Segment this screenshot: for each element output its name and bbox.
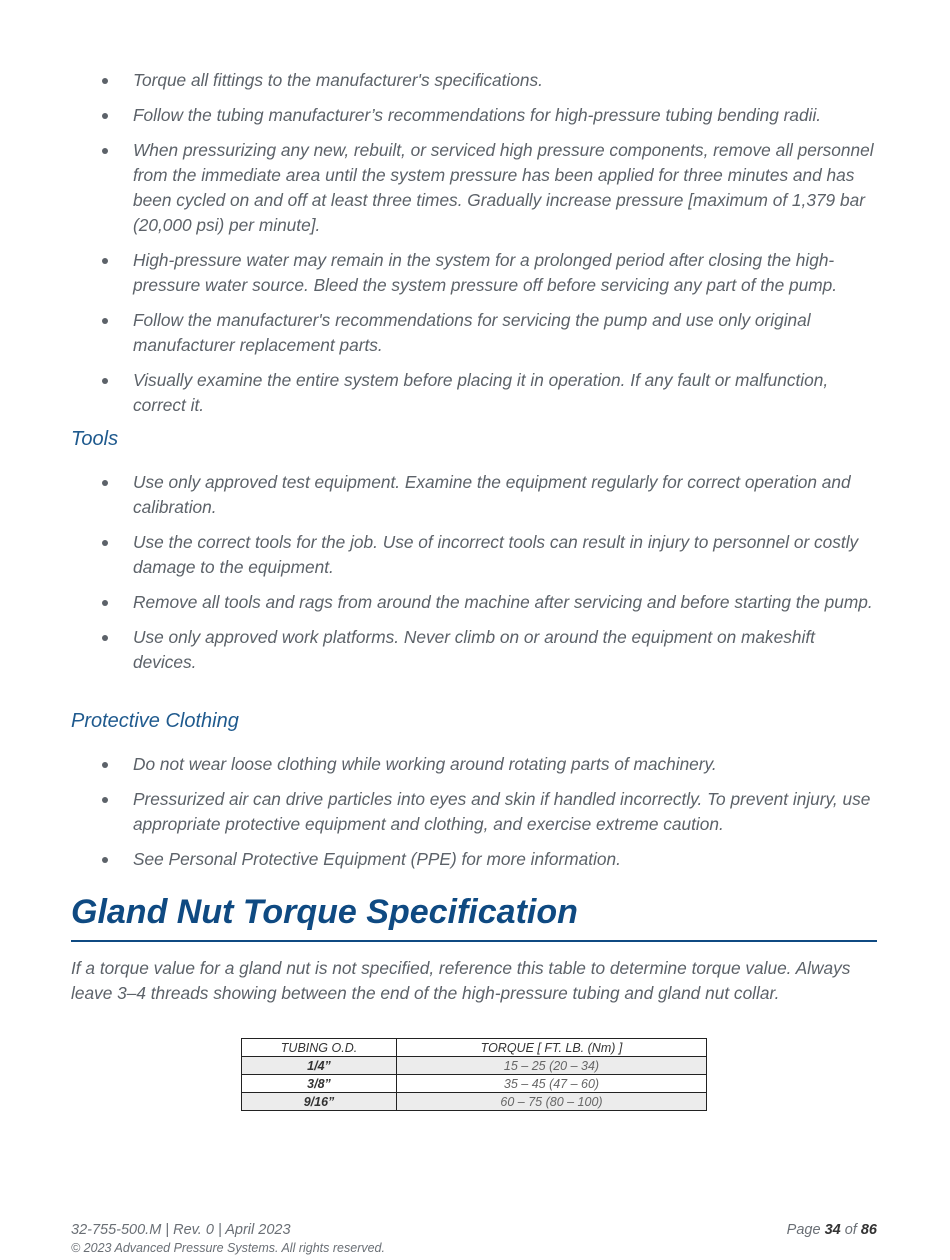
tools-bullet-list [0, 470, 950, 685]
footer-page-number [787, 1222, 877, 1238]
bullet-icon [102, 635, 108, 641]
list-item [0, 752, 950, 777]
list-item [0, 625, 950, 675]
table-row [242, 1075, 707, 1093]
bullet-text: Use the correct tools for the job. Use of incorrect tools can result in injury to personnel or costly damage to the equipment. [133, 532, 859, 577]
bullet-text: Remove all tools and rags from around the machine after servicing and before starting the pump. [133, 592, 873, 612]
bullet-icon [102, 148, 108, 154]
column-header-tubing-od: TUBING O.D. [242, 1039, 397, 1057]
bullet-icon [102, 480, 108, 486]
bullet-text: Torque all fittings to the manufacturer's specifications. [133, 70, 543, 90]
bullet-icon [102, 113, 108, 119]
list-item [0, 368, 950, 418]
current-page: 34 [824, 1222, 841, 1238]
tubing-od-cell: 9/16” [242, 1093, 397, 1111]
bullet-text: See Personal Protective Equipment (PPE) for more information. [133, 849, 621, 869]
bullet-icon [102, 78, 108, 84]
list-item [0, 590, 950, 615]
protective-bullet-list [0, 752, 950, 882]
list-item [0, 68, 950, 93]
list-item [0, 847, 950, 872]
section-divider [71, 940, 877, 942]
bullet-text: Follow the tubing manufacturer’s recommendations for high-pressure tubing bending radii. [133, 105, 822, 125]
tubing-od-cell: 3/8” [242, 1075, 397, 1093]
bullet-icon [102, 857, 108, 863]
bullet-icon [102, 762, 108, 768]
total-pages: 86 [860, 1222, 877, 1238]
torque-cell: 15 – 25 (20 – 34) [397, 1057, 707, 1075]
bullet-text: Follow the manufacturer's recommendations for servicing the pump and use only original manufacturer replacement parts. [133, 310, 811, 355]
bullet-text: Do not wear loose clothing while working around rotating parts of machinery. [133, 754, 717, 774]
bullet-text: When pressurizing any new, rebuilt, or serviced high pressure components, remove all personnel from the immediate area until the system pressure has been applied for three minutes and has been cycled on and off at least three times. Gradually increase pressure [maximum of 1,379 bar (20,000 psi) per minute]. [133, 140, 874, 235]
torque-table [241, 1038, 707, 1111]
bullet-icon [102, 378, 108, 384]
section-intro: If a torque value for a gland nut is not specified, reference this table to determine torque value. Always leave 3–4 threads showing between the end of the high-pressure tubing and gland nut collar. [71, 958, 851, 1003]
column-header-torque: TORQUE [ FT. LB. (Nm) ] [397, 1039, 707, 1057]
footer-doc-info: 32-755-500.M | Rev. 0 | April 2023 [71, 1222, 291, 1238]
bullet-text: High-pressure water may remain in the system for a prolonged period after closing the high-pressure water source. Bleed the system pressure off before servicing any part of the pump. [133, 250, 838, 295]
table-row [242, 1057, 707, 1075]
bullet-text: Use only approved test equipment. Examine the equipment regularly for correct operation and calibration. [133, 472, 851, 517]
bullet-icon [102, 600, 108, 606]
section-title: Gland Nut Torque Specification [71, 893, 578, 931]
bullet-text: Pressurized air can drive particles into eyes and skin if handled incorrectly. To prevent injury, use appropriate protective equipment and clothing, and exercise extreme caution. [133, 789, 871, 834]
safety-bullet-list [0, 68, 950, 428]
bullet-icon [102, 540, 108, 546]
list-item [0, 470, 950, 520]
page-label: Page [786, 1222, 821, 1238]
page-of-label: of [844, 1222, 857, 1238]
bullet-icon [102, 258, 108, 264]
bullet-text: Visually examine the entire system before placing it in operation. If any fault or malfunction, correct it. [133, 370, 829, 415]
list-item [0, 248, 950, 298]
table-row [242, 1093, 707, 1111]
tubing-od-cell: 1/4” [242, 1057, 397, 1075]
bullet-text: Use only approved work platforms. Never climb on or around the equipment on makeshift devices. [133, 627, 815, 672]
torque-cell: 60 – 75 (80 – 100) [397, 1093, 707, 1111]
list-item [0, 103, 950, 128]
protective-clothing-heading: Protective Clothing [71, 710, 239, 732]
list-item [0, 308, 950, 358]
list-item [0, 787, 950, 837]
torque-cell: 35 – 45 (47 – 60) [397, 1075, 707, 1093]
bullet-icon [102, 318, 108, 324]
table-header-row [242, 1039, 707, 1057]
list-item [0, 138, 950, 238]
list-item [0, 530, 950, 580]
tools-heading: Tools [71, 428, 119, 450]
footer-copyright: © 2023 Advanced Pressure Systems. All rights reserved. [71, 1241, 385, 1255]
bullet-icon [102, 797, 108, 803]
